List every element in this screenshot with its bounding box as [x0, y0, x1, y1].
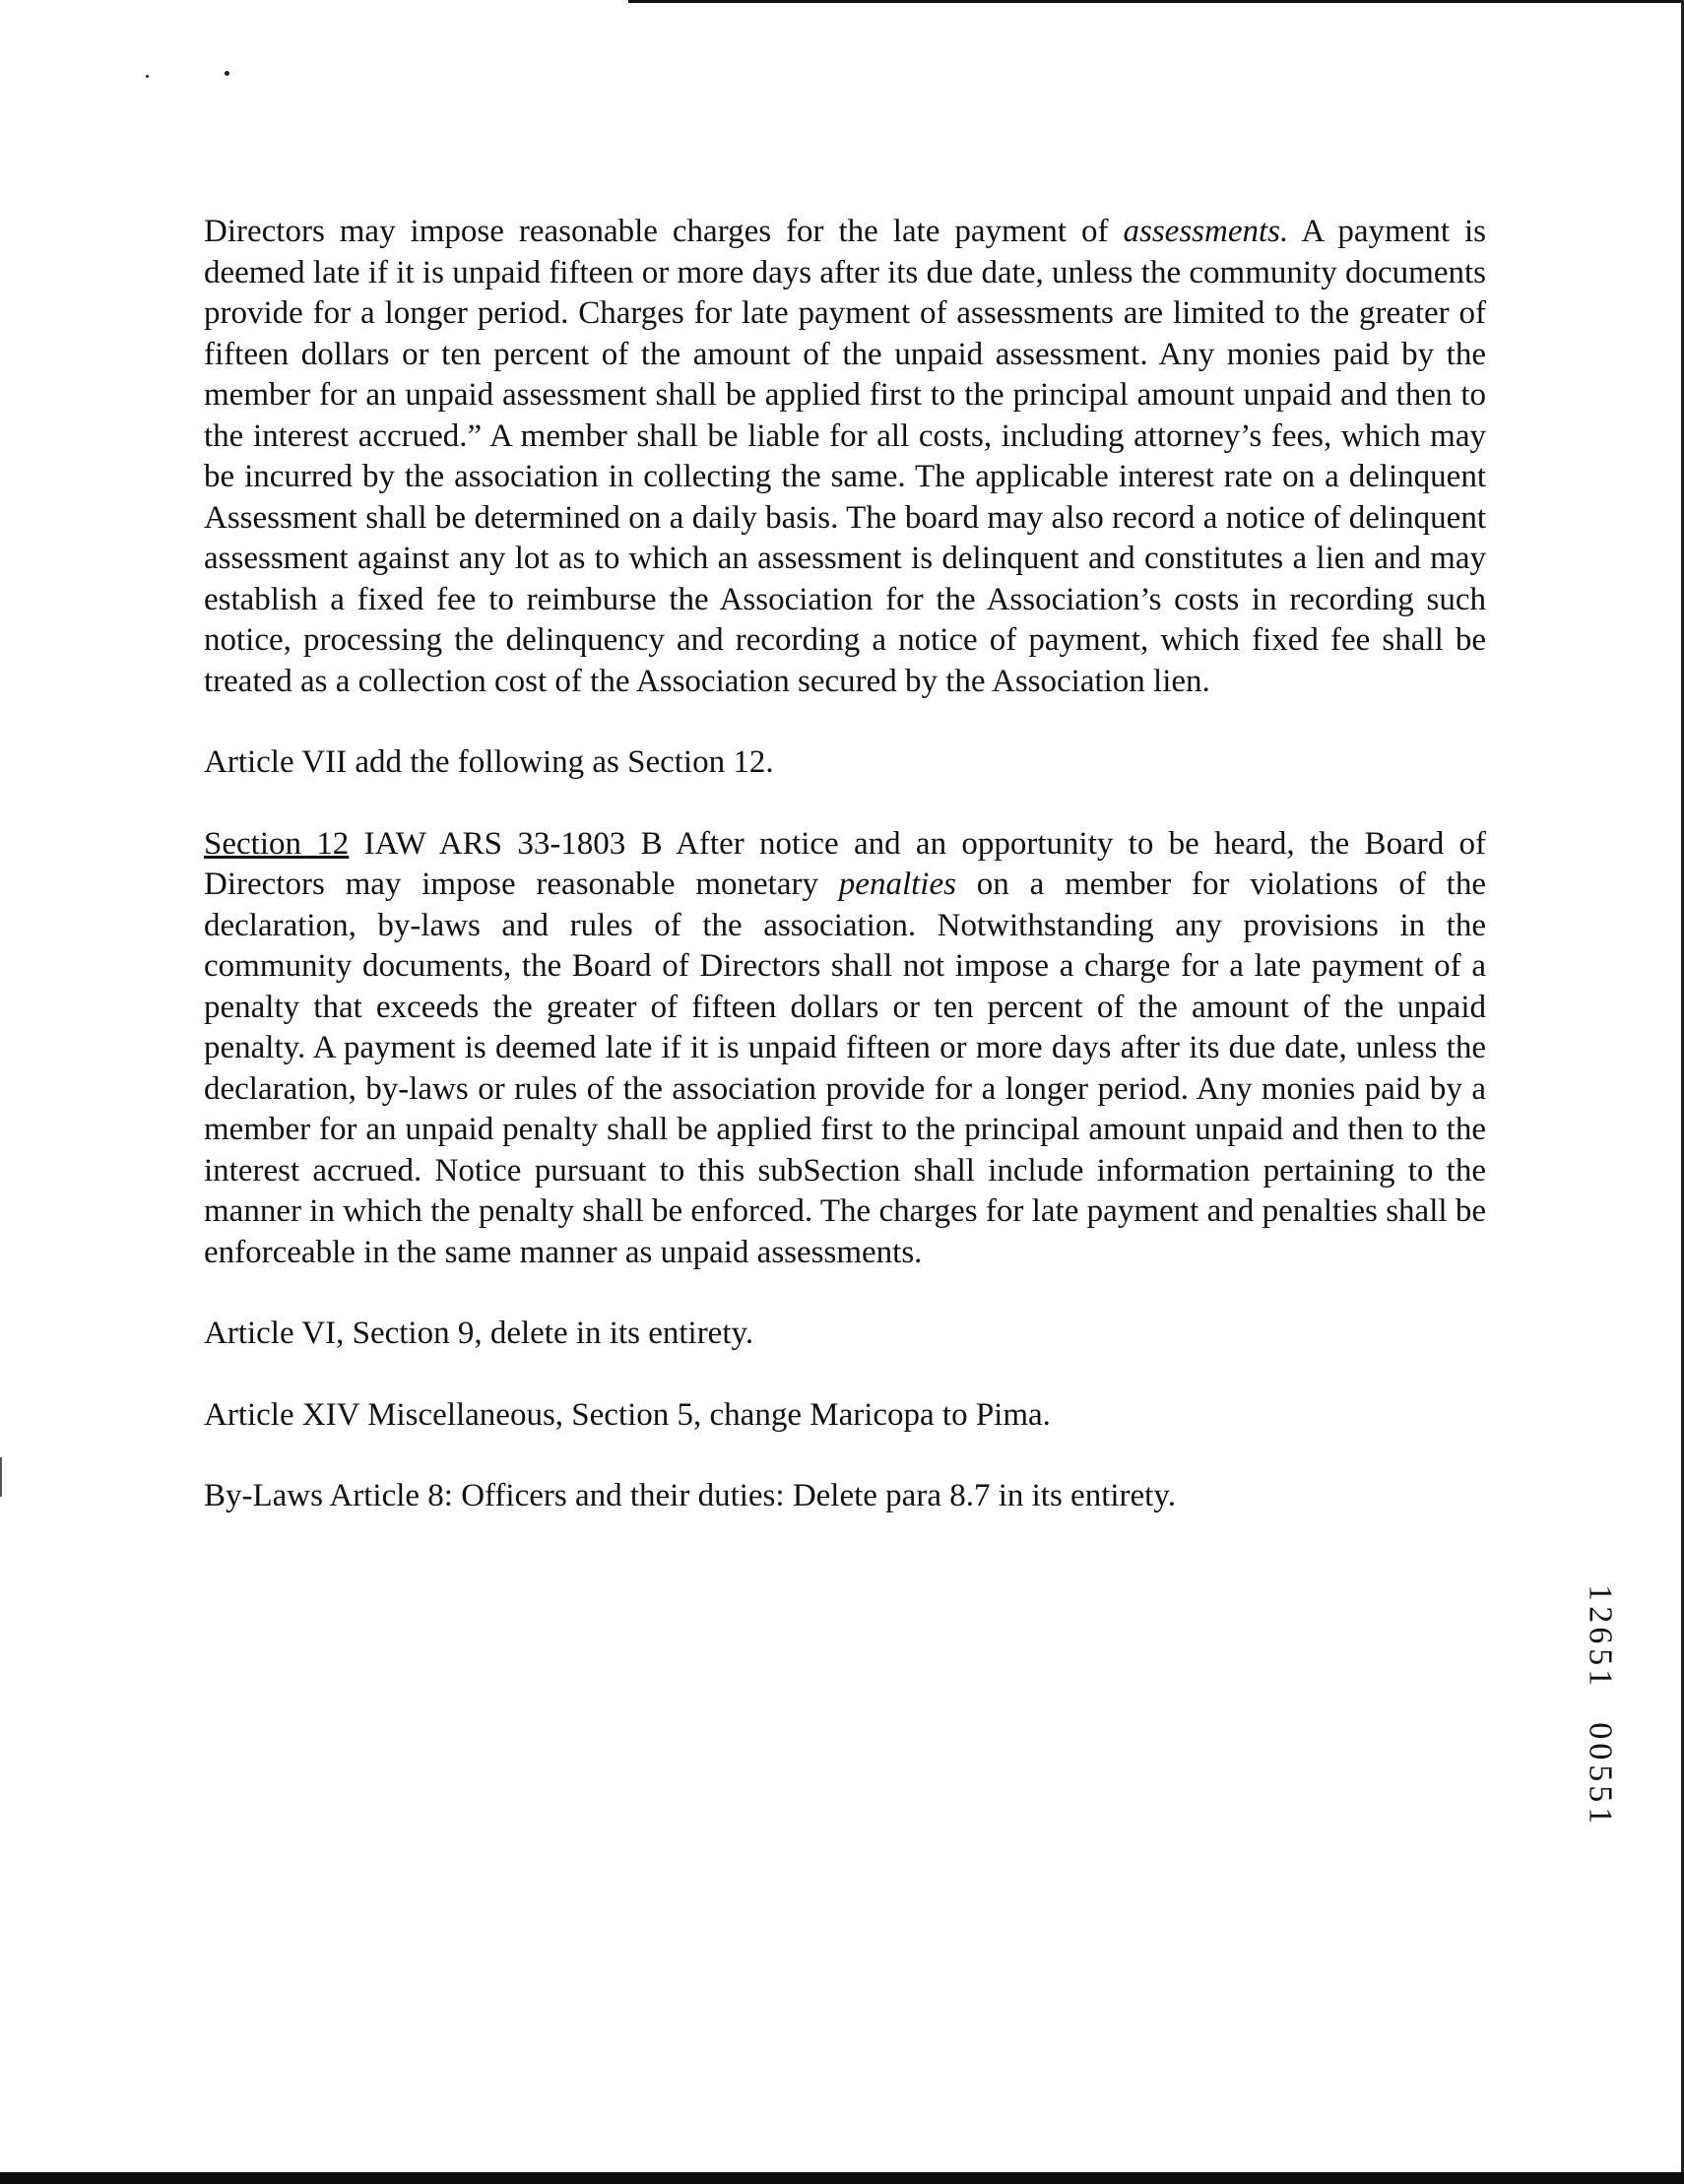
- paragraph-text: A payment is deemed late if it is unpaid fifteen or more days after its due date, unless the community documents provide for a longer period. Charges for late payment of assessments are limited to the greater of fifteen dollars or ten percent of the amount of the unpaid assessment. Any monies paid by the member for an unpaid assessment shall be applied first to the principal amount unpaid and then to the interest accrued.” A member shall be liable for all costs, including attorney’s fees, which may be incurred by the association in collecting the same. The applicable interest rate on a delinquent Assessment shall be determined on a daily basis. The board may also record a notice of delinquent assessment against any lot as to which an assessment is delinquent and constitutes a lien and may establish a fixed fee to reimburse the Association for the Association’s costs in recording such notice, processing the delinquency and recording a notice of payment, which fixed fee shall be treated as a collection cost of the Association secured by the Association lien.: [204, 214, 1487, 699]
- paragraph-text: IAW ARS 33-1803 B After notice and an opportunity to be heard, the Board of Directors may impose reasonable monetary: [204, 825, 1486, 902]
- bates-digit: 0: [1581, 1743, 1618, 1761]
- scan-left-mark: [0, 1457, 2, 1497]
- emphasis-assessments: assessments.: [1123, 214, 1289, 249]
- document-body: [204, 212, 1486, 1517]
- paragraph-article-vii: Article VII add the following as Section 12.: [204, 744, 774, 780]
- bates-digit: 1: [1581, 1669, 1618, 1687]
- scan-bottom-border: [0, 2172, 1684, 2184]
- paragraph-text: on a member for violations of the declaration, by-laws and rules of the association. Notwithstanding any provisions in the community documents, the Board of Directors shall not impose a charge for a late payment of a penalty that exceeds the greater of fifteen dollars or ten percent of the amount of the unpaid penalty. A payment is deemed late if it is unpaid fifteen or more days after its due date, unless the declaration, by-laws or rules of the association provide for a longer period. Any monies paid by a member for an unpaid penalty shall be applied first to the principal amount unpaid and then to the interest accrued. Notice pursuant to this subSection shall include information pertaining to the manner in which the penalty shall be enforced. The charges for late payment and penalties shall be enforceable in the same manner as unpaid assessments.: [204, 867, 1486, 1270]
- bates-digit: 5: [1581, 1647, 1618, 1665]
- paragraph-text: Directors may impose reasonable charges for the late payment of: [204, 214, 1124, 249]
- emphasis-penalties: penalties: [838, 867, 956, 902]
- bates-digit: 5: [1581, 1785, 1618, 1803]
- paragraph-article-vi: Article VI, Section 9, delete in its entirety.: [204, 1316, 754, 1351]
- bates-digit: 2: [1581, 1605, 1618, 1623]
- paragraph-article-xiv: Article XIV Miscellaneous, Section 5, change Maricopa to Pima.: [204, 1396, 1051, 1433]
- bates-digit: 1: [1581, 1584, 1618, 1602]
- scan-speck: [225, 71, 229, 76]
- paragraph-late-payment-charges: [204, 212, 1486, 702]
- paragraph-bylaws-article-8: By-Laws Article 8: Officers and their duties: Delete para 8.7 in its entirety.: [204, 1478, 1176, 1513]
- scan-top-border: [628, 0, 1684, 3]
- paragraph-section-12: [204, 824, 1486, 1274]
- bates-stamp: [1578, 1582, 1621, 1826]
- bates-digit: 1: [1581, 1806, 1618, 1824]
- bates-digit: 0: [1581, 1721, 1618, 1739]
- scan-speck: [146, 75, 149, 78]
- bates-digit: 6: [1581, 1627, 1618, 1644]
- bates-digit: 5: [1581, 1764, 1618, 1781]
- section-12-heading: Section 12: [204, 825, 350, 862]
